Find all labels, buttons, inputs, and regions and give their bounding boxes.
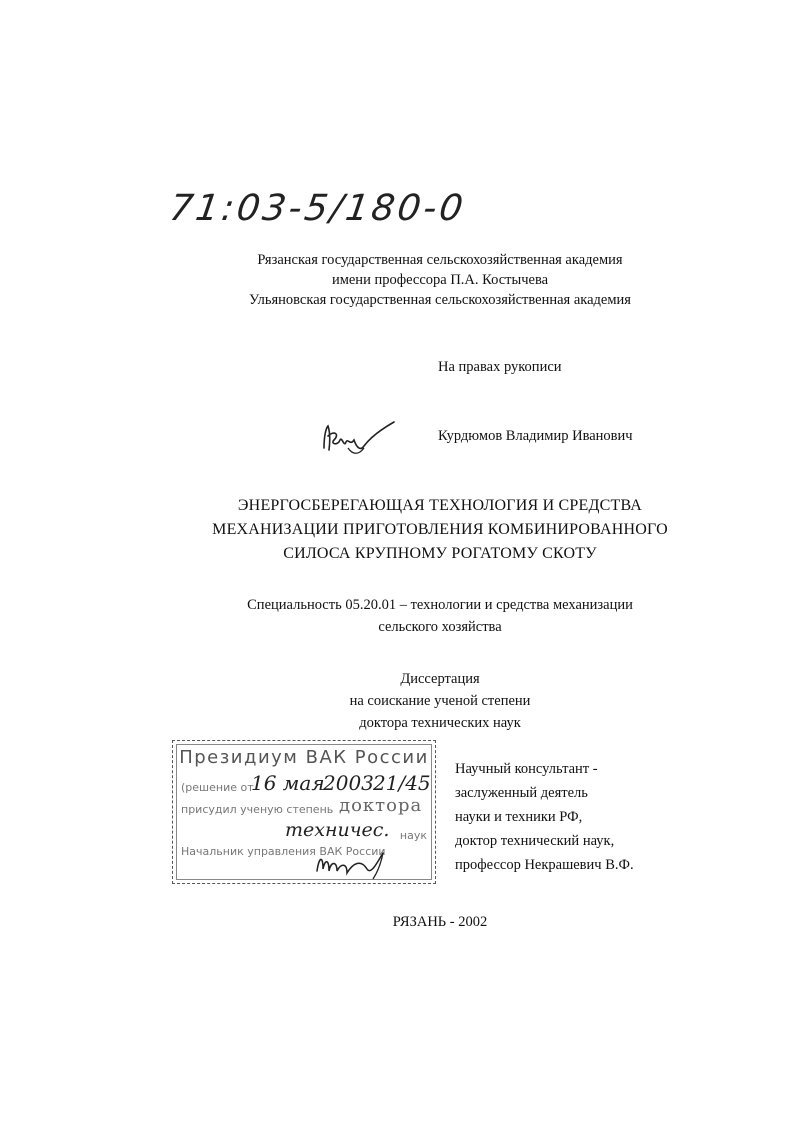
dissertation-title <box>200 494 680 566</box>
dissertation-line-1: Диссертация <box>400 671 480 687</box>
consultant-line-5: профессор Некрашевич В.Ф. <box>455 857 634 873</box>
city-year: РЯЗАНЬ - 2002 <box>392 914 488 930</box>
vak-stamp <box>172 740 436 884</box>
dissertation-line-3: доктора технических наук <box>359 715 521 731</box>
stamp-decision-day-month: 16 мая <box>251 771 325 795</box>
stamp-head-label: Начальник управления ВАК России <box>181 845 386 858</box>
consultant-block <box>455 757 634 877</box>
consultant-line-4: доктор технический наук, <box>455 833 615 849</box>
consultant-line-2: заслуженный деятель <box>455 785 588 801</box>
archive-code: 71:03-5/180-0 <box>167 188 469 229</box>
author-signature <box>318 418 398 462</box>
dissertation-line-2: на соискание ученой степени <box>349 693 531 709</box>
stamp-signature <box>313 849 393 881</box>
stamp-decision-year: 2003 <box>323 771 374 795</box>
specialty-line-2: сельского хозяйства <box>378 619 502 635</box>
title-line-3: СИЛОСА КРУПНОМУ РОГАТОМУ СКОТУ <box>283 545 597 562</box>
stamp-degree-label: присудил ученую степень <box>181 803 334 816</box>
manuscript-note: На правах рукописи <box>438 359 562 375</box>
dissertation-block <box>240 668 640 734</box>
title-line-2: МЕХАНИЗАЦИИ ПРИГОТОВЛЕНИЯ КОМБИНИРОВАННОГО <box>212 521 668 538</box>
stamp-decision-label: (решение от <box>181 781 254 794</box>
author-name: Курдюмов Владимир Иванович <box>438 428 633 444</box>
institution-line-3: Ульяновская государственная сельскохозяйственная академия <box>249 292 631 308</box>
specialty-block <box>200 594 680 638</box>
consultant-line-3: науки и техники РФ, <box>455 809 583 825</box>
stamp-sciences-label: наук <box>399 829 427 842</box>
institutions-block <box>240 250 640 310</box>
stamp-field: техничес. <box>285 819 390 841</box>
specialty-line-1: Специальность 05.20.01 – технологии и средства механизации <box>247 597 633 613</box>
stamp-degree: доктора <box>339 795 423 816</box>
institution-line-1: Рязанская государственная сельскохозяйственная академия <box>257 252 623 268</box>
stamp-sciences-line <box>181 829 427 842</box>
stamp-title: Президиум ВАК России <box>179 747 429 768</box>
stamp-decision-number: 21/45 <box>373 771 431 795</box>
institution-line-2: имени профессора П.А. Костычева <box>331 272 549 288</box>
consultant-line-1: Научный консультант - <box>455 761 598 777</box>
title-line-1: ЭНЕРГОСБЕРЕГАЮЩАЯ ТЕХНОЛОГИЯ И СРЕДСТВА <box>237 497 643 514</box>
